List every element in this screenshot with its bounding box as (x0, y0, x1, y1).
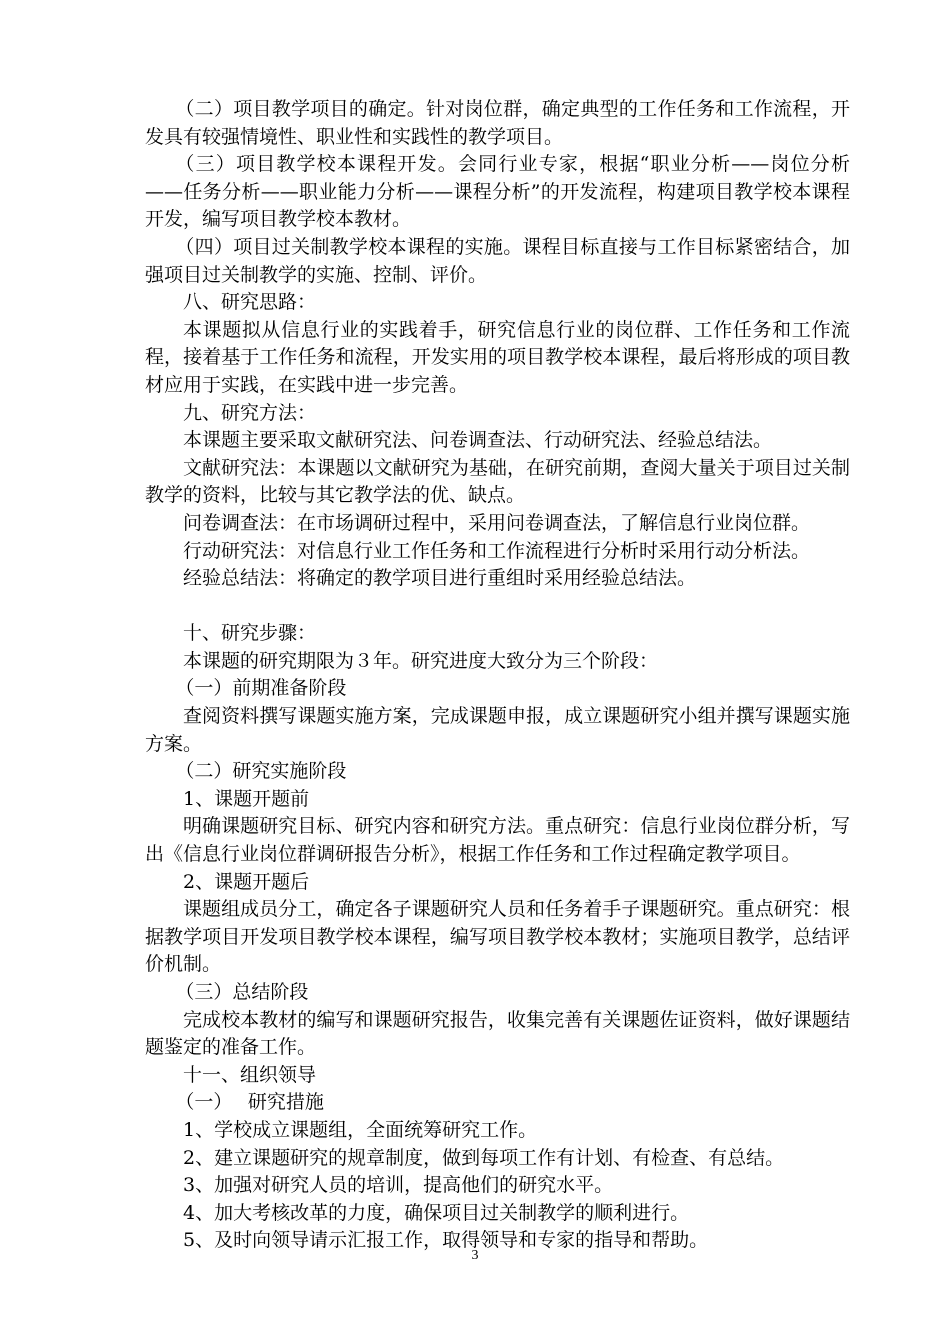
paragraph: 查阅资料撰写课题实施方案，完成课题申报，成立课题研究小组并撰写课题实施方案。 (145, 705, 850, 755)
sub-heading: （一） 研究措施 (175, 1091, 324, 1114)
paragraph: 问卷调查法：在市场调研过程中，采用问卷调查法，了解信息行业岗位群。 (183, 511, 811, 534)
section-heading: 十、研究步骤： (183, 622, 317, 645)
paragraph: 本课题拟从信息行业的实践着手，研究信息行业的岗位群、工作任务和工作流程，接着基于工作任务和流程，开发实用的项目教学校本课程，最后将形成的项目教材应用于实践，在实践中进一步完善。 (145, 318, 850, 396)
paragraph: 完成校本教材的编写和课题研究报告，收集完善有关课题佐证资料，做好课题结题鉴定的准备工作。 (145, 1008, 850, 1059)
paragraph: 经验总结法：将确定的教学项目进行重组时采用经验总结法。 (183, 567, 697, 590)
paragraph: 课题组成员分工，确定各子课题研究人员和任务着手子课题研究。重点研究：根据教学项目开发项目教学校本课程，编写项目教学校本教材；实施项目教学，总结评价机制。 (145, 898, 850, 976)
paragraph: （四）项目过关制教学校本课程的实施。课程目标直接与工作目标紧密结合，加强项目过关制教学的实施、控制、评价。 (145, 235, 850, 286)
paragraph: （二）项目教学项目的确定。针对岗位群，确定典型的工作任务和工作流程，开发具有较强情境性、职业性和实践性的教学项目。 (145, 98, 850, 148)
document-body (145, 96, 850, 1255)
section-heading: 九、研究方法： (183, 401, 317, 424)
sub-heading: 1、课题开题前 (183, 787, 310, 810)
list-item: 2、建立课题研究的规章制度，做到每项工作有计划、有检查、有总结。 (183, 1146, 785, 1169)
paragraph: 本课题的研究期限为３年。研究进度大致分为三个阶段： (183, 649, 659, 672)
paragraph: 文献研究法：本课题以文献研究为基础，在研究前期，查阅大量关于项目过关制教学的资料，比较与其它教学法的优、缺点。 (145, 456, 850, 507)
blank-line (145, 593, 850, 621)
sub-heading: （一）前期准备阶段 (175, 677, 347, 700)
list-item: 1、学校成立课题组，全面统筹研究工作。 (183, 1118, 538, 1141)
list-item: 5、及时向领导请示汇报工作，取得领导和专家的指导和帮助。 (183, 1229, 709, 1252)
sub-heading: 2、课题开题后 (183, 870, 310, 893)
paragraph: 明确课题研究目标、研究内容和研究方法。重点研究：信息行业岗位群分析，写出《信息行业岗位群调研报告分析》，根据工作任务和工作过程确定教学项目。 (145, 815, 850, 866)
paragraph: （三）项目教学校本课程开发。会同行业专家，根据“职业分析——岗位分析——任务分析——职业能力分析——课程分析”的开发流程，构建项目教学校本课程开发，编写项目教学校本教材。 (145, 153, 850, 231)
list-item: 4、加大考核改革的力度，确保项目过关制教学的顺利进行。 (183, 1201, 690, 1224)
list-item: 3、加强对研究人员的培训，提高他们的研究水平。 (183, 1174, 614, 1197)
paragraph: 行动研究法：对信息行业工作任务和工作流程进行分析时采用行动分析法。 (183, 539, 811, 562)
sub-heading: （二）研究实施阶段 (175, 760, 347, 783)
section-heading: 十一、组织领导 (183, 1063, 317, 1086)
paragraph: 本课题主要采取文献研究法、问卷调查法、行动研究法、经验总结法。 (183, 429, 773, 452)
sub-heading: （三）总结阶段 (175, 981, 309, 1003)
page-number: 3 (471, 1248, 479, 1263)
section-heading: 八、研究思路： (183, 291, 317, 314)
